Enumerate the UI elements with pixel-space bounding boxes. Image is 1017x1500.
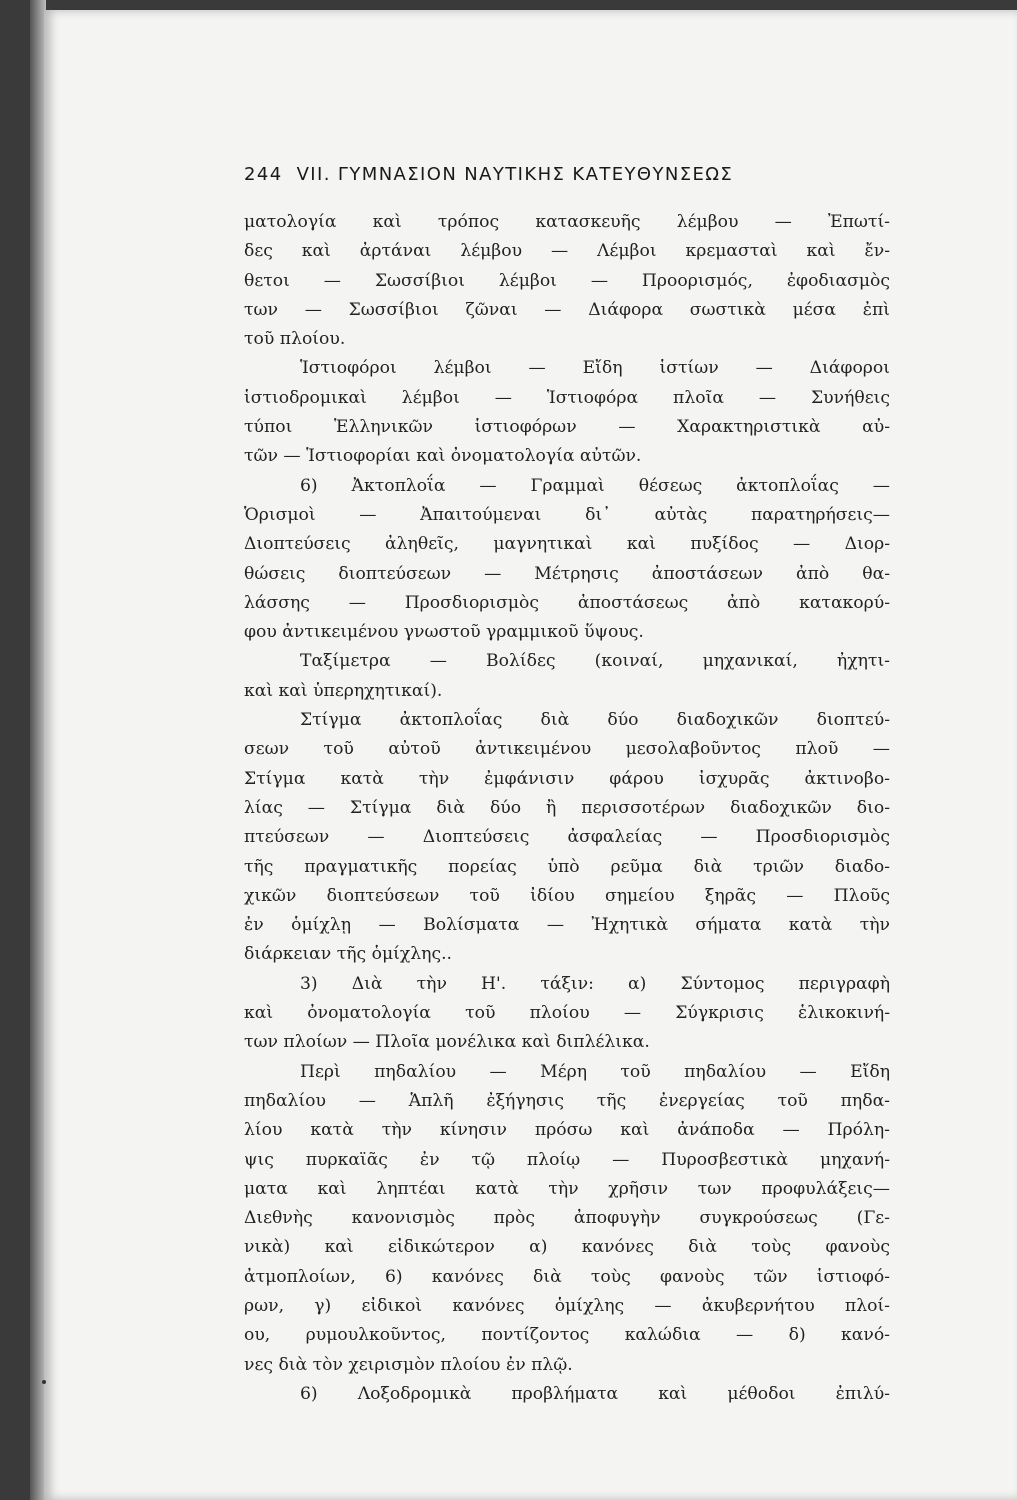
text-line: Διοπτεύσεις ἀληθεῖς, μαγνητικαὶ καὶ πυξίδος — Διορ- xyxy=(244,534,890,555)
text-line: των πλοίων — Πλοῖα μονέλικα καὶ διπλέλικα. xyxy=(244,1032,650,1053)
page-number: 244 xyxy=(244,164,283,185)
text-line: Ὁρισμοὶ — Ἀπαιτούμεναι δι᾿ αὐτὰς παρατηρήσεις— xyxy=(244,504,890,525)
text-line: ἀτμοπλοίων, 6) κανόνες διὰ τοὺς φανοὺς τῶν ἱστιοφό- xyxy=(244,1266,890,1287)
text-line: 3) Διὰ τὴν Η'. τάξιν: α) Σύντομος περιγραφὴ xyxy=(300,973,890,994)
text-line: σεων τοῦ αὐτοῦ ἀντικειμένου μεσολαβοῦντος πλοῦ — xyxy=(244,739,890,760)
text-line: λίας — Στίγμα διὰ δύο ἢ περισσοτέρων διαδοχικῶν διο- xyxy=(244,797,890,818)
text-line: ματολογία καὶ τρόπος κατασκευῆς λέμβου — Ἐπωτί- xyxy=(244,212,890,232)
text-line: πηδαλίου — Ἁπλῆ ἐξήγησις τῆς ἐνεργείας τοῦ πηδα- xyxy=(244,1090,890,1111)
scan-speck xyxy=(42,1380,46,1384)
text-line: ἱστιοδρομικαὶ λέμβοι — Ἱστιοφόρα πλοῖα — Συνήθεις xyxy=(244,387,890,408)
text-line: Περὶ πηδαλίου — Μέρη τοῦ πηδαλίου — Εἴδη xyxy=(300,1061,890,1082)
text-line: ρων, γ) εἰδικοὶ κανόνες ὁμίχλης — ἀκυβερνήτου πλοί- xyxy=(244,1295,890,1316)
text-line: ου, ρυμουλκοῦντος, ποντίζοντος καλώδια — δ) κανό- xyxy=(244,1325,890,1346)
text-line: ματα καὶ ληπτέαι κατὰ τὴν χρῆσιν των προφυλάξεις— xyxy=(244,1178,890,1199)
text-line: νες διὰ τὸν χειρισμὸν πλοίου ἐν πλῷ. xyxy=(244,1354,573,1375)
text-line: 6) Ἀκτοπλοΐα — Γραμμαὶ θέσεως ἀκτοπλοΐας — xyxy=(300,475,890,496)
text-line: τοῦ πλοίου. xyxy=(244,329,346,350)
running-header xyxy=(244,164,884,185)
text-line: ἐν ὁμίχλῃ — Βολίσματα — Ἠχητικὰ σήματα κατὰ τὴν xyxy=(244,915,890,936)
text-line: χικῶν διοπτεύσεων τοῦ ἰδίου σημείου ξηρᾶς — Πλοῦς xyxy=(244,885,890,906)
text-line: Στίγμα ἀκτοπλοΐας διὰ δύο διαδοχικῶν διοπτεύ- xyxy=(300,710,890,731)
text-line: Ἱστιοφόροι λέμβοι — Εἴδη ἱστίων — Διάφοροι xyxy=(300,358,890,379)
text-line: Ταξίμετρα — Βολίδες (κοιναί, μηχανικαί, ἠχητι- xyxy=(300,651,890,672)
text-line: ψις πυρκαϊᾶς ἐν τῷ πλοίῳ — Πυροσβεστικὰ μηχανή- xyxy=(244,1149,890,1170)
running-title: VII. ΓΥΜΝΑΣΙΟΝ ΝΑΥΤΙΚΗΣ ΚΑΤΕΥΘΥΝΣΕΩΣ xyxy=(296,164,734,185)
text-line: τύποι Ἑλληνικῶν ἱστιοφόρων — Χαρακτηριστικὰ αὐ- xyxy=(244,417,890,438)
text-line: Διεθνὴς κανονισμὸς πρὸς ἀποφυγὴν συγκρούσεως (Γε- xyxy=(244,1208,890,1229)
text-line: θώσεις διοπτεύσεων — Μέτρησις ἀποστάσεων ἀπὸ θα- xyxy=(244,563,890,584)
text-line: δες καὶ ἀρτάναι λέμβου — Λέμβοι κρεμασταὶ καὶ ἔν- xyxy=(244,241,890,262)
text-line: τῶν — Ἱστιοφορίαι καὶ ὀνοματολογία αὐτῶν. xyxy=(244,446,642,467)
text-line: λάσσης — Προσδιορισμὸς ἀποστάσεως ἀπὸ κατακορύ- xyxy=(244,592,890,613)
text-line: διάρκειαν τῆς ὁμίχλης.. xyxy=(244,944,453,965)
text-line: Στίγμα κατὰ τὴν ἐμφάνισιν φάρου ἰσχυρᾶς ἀκτινοβο- xyxy=(244,768,890,789)
text-line: τῆς πραγματικῆς πορείας ὑπὸ ρεῦμα διὰ τριῶν διαδο- xyxy=(244,856,890,877)
text-line: θετοι — Σωσσίβιοι λέμβοι — Προορισμός, ἐφοδιασμὸς xyxy=(244,270,890,291)
text-line: 6) Λοξοδρομικὰ προβλήματα καὶ μέθοδοι ἐπιλύ- xyxy=(300,1383,890,1404)
text-line: καὶ ὀνοματολογία τοῦ πλοίου — Σύγκρισις ἑλικοκινή- xyxy=(244,1003,890,1024)
text-line: πτεύσεων — Διοπτεύσεις ἀσφαλείας — Προσδιορισμὸς xyxy=(244,827,890,848)
text-line: των — Σωσσίβιοι ζῶναι — Διάφορα σωστικὰ μέσα ἐπὶ xyxy=(244,299,890,320)
text-line: νικὰ) καὶ εἰδικώτερον α) κανόνες διὰ τοὺς φανοὺς xyxy=(244,1237,890,1258)
body-text xyxy=(244,208,890,1409)
text-line: καὶ καὶ ὑπερηχητικαί). xyxy=(244,680,443,701)
text-line: λίου κατὰ τὴν κίνησιν πρόσω καὶ ἀνάποδα — Πρόλη- xyxy=(244,1120,890,1141)
text-line: φου ἀντικειμένου γνωστοῦ γραμμικοῦ ὕψους. xyxy=(244,622,644,643)
